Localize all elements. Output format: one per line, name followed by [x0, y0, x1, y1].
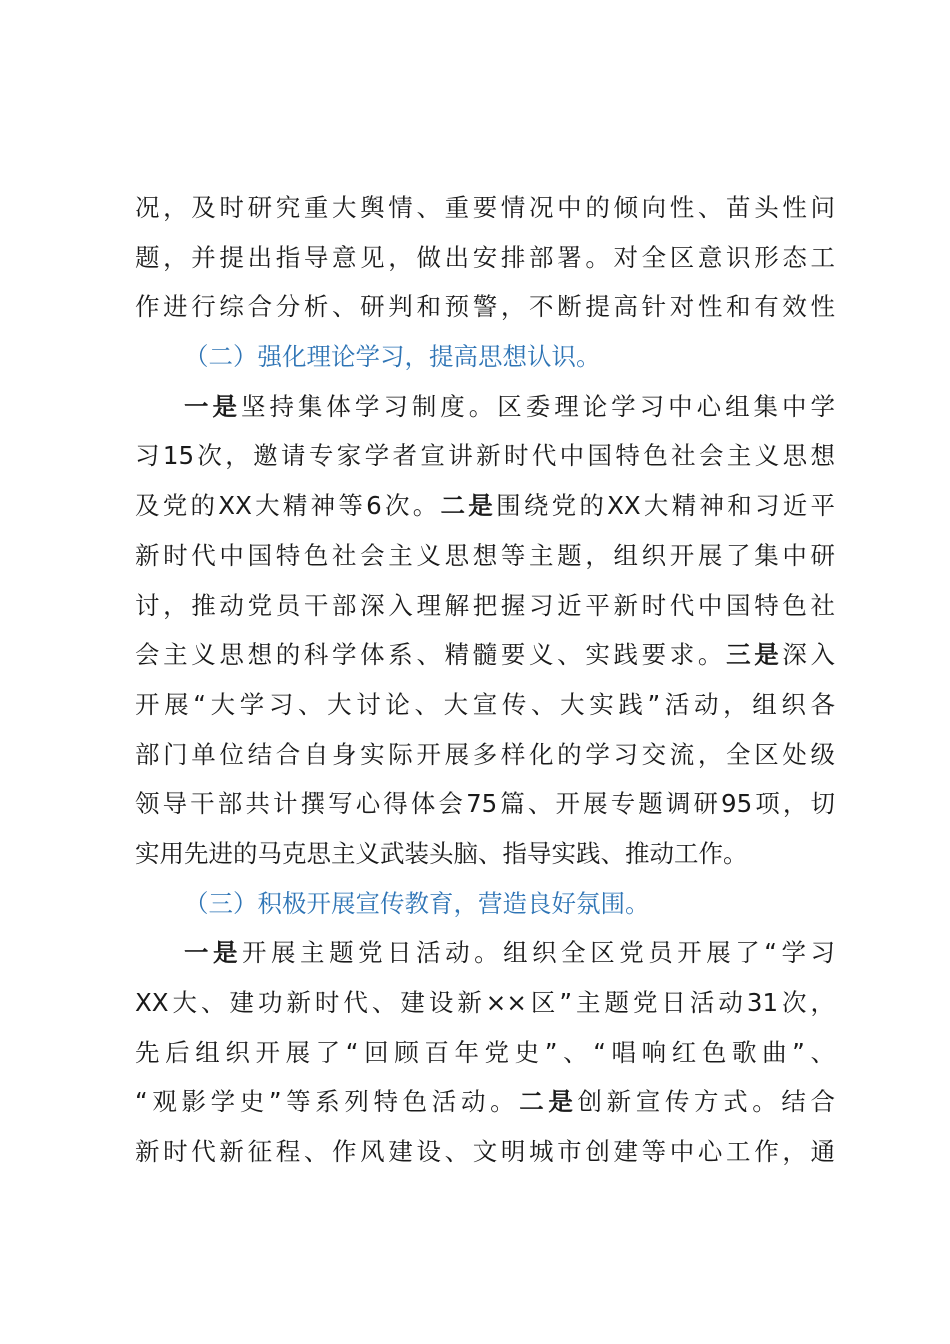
point-two-label: 二是 [440, 491, 497, 521]
section-2-line-1-text: 坚持集体学习制度。区委理论学习中心组集中学 [240, 391, 836, 421]
section-2-line-3 [135, 481, 835, 531]
section-2-line-6-text-b: 深入 [782, 640, 836, 670]
section-3-line-4 [135, 1077, 835, 1127]
section-2-line-6-text-a: 会主义思想的科学体系、精髓要义、实践要求。 [135, 640, 727, 670]
section-3-heading: （三）积极开展宣传教育，营造良好氛围。 [184, 888, 650, 918]
point-one-label: 一是 [184, 938, 243, 968]
intro-line-3: 作进行综合分析、研判和预警，不断提高针对性和有效性 [135, 292, 835, 322]
section-2-line-9: 领导干部共计撰写心得体会75篇、开展专题调研95项，切 [135, 789, 835, 819]
point-two-label: 二是 [519, 1087, 578, 1117]
section-3-line-4-text-b: 创新宣传方式。结合 [577, 1087, 836, 1117]
section-2-heading: （二）强化理论学习，提高思想认识。 [184, 342, 601, 372]
point-one-label: 一是 [184, 391, 241, 421]
section-2-line-5: 讨，推动党员干部深入理解把握习近平新时代中国特色社 [135, 590, 835, 620]
section-3-line-1-text: 开展主题党日活动。组织全区党员开展了“学习 [242, 938, 835, 968]
section-2-line-1 [135, 382, 835, 432]
section-2-line-3-text-a: 及党的XX大精神等6次。 [135, 491, 441, 521]
section-3-line-5: 新时代新征程、作风建设、文明城市创建等中心工作，通 [135, 1137, 835, 1167]
section-2-line-4: 新时代中国特色社会主义思想等主题，组织开展了集中研 [135, 540, 835, 570]
intro-line-2: 题，并提出指导意见，做出安排部署。对全区意识形态工 [135, 242, 835, 272]
section-3-line-4-text-a: “观影学史”等系列特色活动。 [135, 1087, 520, 1117]
section-2-line-3-text-b: 围绕党的XX大精神和习近平 [496, 491, 836, 521]
section-2-line-10: 实用先进的马克思主义武装头脑、指导实践、推动工作。 [135, 838, 748, 868]
section-2-line-7: 开展“大学习、大讨论、大宣传、大实践”活动，组织各 [135, 689, 835, 719]
intro-line-1: 况，及时研究重大舆情、重要情况中的倾向性、苗头性问 [135, 193, 835, 222]
section-2-line-6 [135, 630, 835, 680]
section-3-line-3: 先后组织开展了“回顾百年党史”、“唱响红色歌曲”、 [135, 1037, 835, 1067]
section-3-line-1 [135, 928, 835, 978]
point-three-label: 三是 [726, 640, 783, 670]
section-2-line-8: 部门单位结合自身实际开展多样化的学习交流，全区处级 [135, 739, 835, 769]
section-3-line-2: XX大、建功新时代、建设新××区”主题党日活动31次， [135, 988, 835, 1017]
document-body [135, 183, 835, 1177]
section-2-line-2: 习15次，邀请专家学者宣讲新时代中国特色社会主义思想 [135, 441, 835, 471]
